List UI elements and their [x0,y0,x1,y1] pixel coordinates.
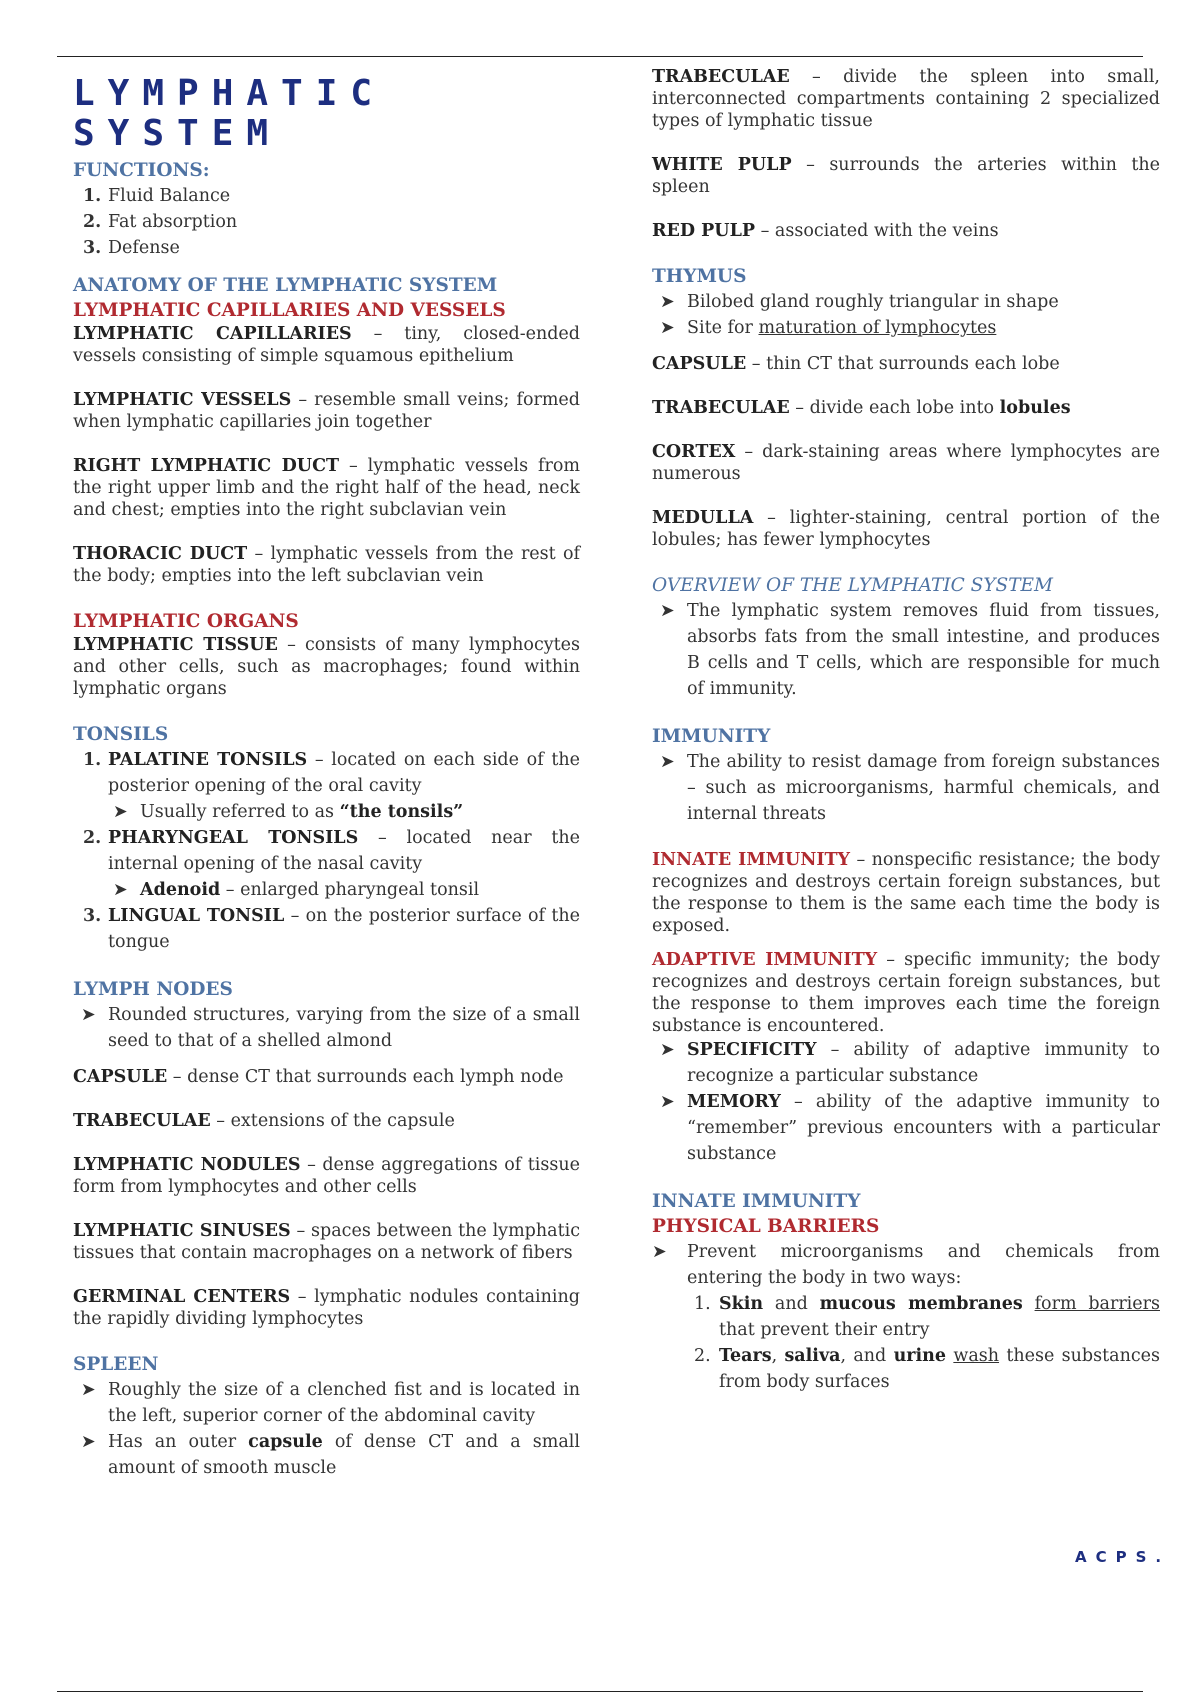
capillaries-entry: LYMPHATIC CAPILLARIES – tiny, closed-ended vessels consisting of simple squamous epithelium [73,324,580,366]
thymus-heading: THYMUS [652,266,747,287]
thymus-capsule-entry: CAPSULE – thin CT that surrounds each lobe [652,354,1060,374]
organs-heading: LYMPHATIC ORGANS [73,611,299,632]
thymus-bullet: ➤ Site for maturation of lymphocytes [652,315,1160,341]
function-item: Defense [108,238,180,258]
function-item: Fluid Balance [108,186,231,206]
cortex-entry: CORTEX – dark-staining areas where lymphocytes are numerous [652,442,1160,484]
vessels-entry: LYMPHATIC VESSELS – resemble small veins; formed when lymphatic capillaries join together [73,390,580,432]
right-column [652,66,1160,1395]
tissue-entry: LYMPHATIC TISSUE – consists of many lymphocytes and other cells, such as macrophages; found within lymphatic organs [73,635,580,699]
arrowhead-bullet-icon: ➤ [660,752,675,772]
arrowhead-bullet-icon: ➤ [660,1092,675,1112]
innate-heading: INNATE IMMUNITY [652,1191,861,1212]
arrowhead-bullet-icon: ➤ [660,1040,675,1060]
lymph-nodes-heading: LYMPH NODES [73,979,233,1000]
immunity-bullet: ➤ The ability to resist damage from foreign substances – such as microorganisms, harmful chemicals, and internal threats [652,749,1160,827]
right-duct-entry: RIGHT LYMPHATIC DUCT – lymphatic vessels from the right upper limb and the right half of the head, neck and chest; empties into the right subclavian vein [73,456,580,520]
arrowhead-bullet-icon: ➤ [660,318,675,338]
spleen-heading: SPLEEN [73,1354,159,1375]
arrowhead-bullet-icon: ➤ [81,1432,96,1452]
innate-entry: INNATE IMMUNITY – nonspecific resistance; the body recognizes and destroys certain foreign substances, but the response to them is the same each time the body is exposed. [652,850,1160,936]
adaptive-entry: ADAPTIVE IMMUNITY – specific immunity; the body recognizes and destroys certain foreign substances, but the response to them improves each time the foreign substance is encountered. [652,950,1160,1036]
thymus-trabeculae-entry: TRABECULAE – divide each lobe into lobules [652,398,1071,418]
barrier-item: 1. Skin and mucous membranes form barriers that prevent their entry [694,1294,1160,1340]
barriers-bullet: ➤ Prevent microorganisms and chemicals from entering the body in two ways: [652,1239,1160,1291]
tonsil-subitem: ➤ Adenoid – enlarged pharyngeal tonsil [73,877,580,903]
tonsil-item: 3. LINGUAL TONSIL – on the posterior surface of the tongue [83,906,580,952]
specificity-bullet: ➤ SPECIFICITY – ability of adaptive immunity to recognize a particular substance [652,1037,1160,1089]
spleen-bullet: ➤ Has an outer capsule of dense CT and a small amount of smooth muscle [73,1429,580,1481]
function-item: Fat absorption [108,212,238,232]
immunity-heading: IMMUNITY [652,726,771,747]
arrowhead-bullet-icon: ➤ [113,802,128,822]
left-column [73,66,580,1481]
thymus-bullet: ➤ Bilobed gland roughly triangular in shape [652,289,1160,315]
arrowhead-bullet-icon: ➤ [660,292,675,312]
arrowhead-bullet-icon: ➤ [81,1380,96,1400]
red-pulp-entry: RED PULP – associated with the veins [652,221,999,241]
tonsil-item: 2. PHARYNGEAL TONSILS – located near the internal opening of the nasal cavity [83,828,580,874]
brand-mark: ACPS. [1075,1548,1171,1566]
germinal-entry: GERMINAL CENTERS – lymphatic nodules containing the rapidly dividing lymphocytes [73,1287,580,1329]
capillaries-subheading: LYMPHATIC CAPILLARIES AND VESSELS [73,300,506,321]
functions-list: 1. Fluid Balance 2. Fat absorption 3. Defense [73,183,580,261]
arrowhead-bullet-icon: ➤ [113,880,128,900]
node-trabeculae-entry: TRABECULAE – extensions of the capsule [73,1111,455,1131]
tonsil-subitem: ➤ Usually referred to as “the tonsils” [73,799,580,825]
arrowhead-bullet-icon: ➤ [81,1005,96,1025]
sinuses-entry: LYMPHATIC SINUSES – spaces between the lymphatic tissues that contain macrophages on a network of fibers [73,1221,580,1263]
bottom-rule [57,1691,1143,1692]
barriers-subheading: PHYSICAL BARRIERS [652,1216,880,1237]
anatomy-heading: ANATOMY OF THE LYMPHATIC SYSTEM [73,275,498,296]
tonsils-heading: TONSILS [73,724,169,745]
nodes-bullet: ➤ Rounded structures, varying from the size of a small seed to that of a shelled almond [73,1002,580,1054]
node-capsule-entry: CAPSULE – dense CT that surrounds each lymph node [73,1067,564,1087]
tonsil-item: 1. PALATINE TONSILS – located on each side of the posterior opening of the oral cavity [83,750,580,796]
barrier-item: 2. Tears, saliva, and urine wash these substances from body surfaces [694,1346,1160,1392]
nodules-entry: LYMPHATIC NODULES – dense aggregations of tissue form from lymphocytes and other cells [73,1155,580,1197]
spleen-bullet: ➤ Roughly the size of a clenched fist and is located in the left, superior corner of the abdominal cavity [73,1377,580,1429]
arrowhead-bullet-icon: ➤ [652,1242,667,1262]
functions-heading: FUNCTIONS: [73,160,210,181]
overview-heading: OVERVIEW OF THE LYMPHATIC SYSTEM [652,575,1054,596]
thoracic-duct-entry: THORACIC DUCT – lymphatic vessels from the rest of the body; empties into the left subclavian vein [73,544,580,586]
page-title: LYMPHATIC SYSTEM [73,73,386,154]
spleen-trabeculae-entry: TRABECULAE – divide the spleen into small, interconnected compartments containing 2 specialized types of lymphatic tissue [652,67,1160,131]
medulla-entry: MEDULLA – lighter-staining, central portion of the lobules; has fewer lymphocytes [652,508,1160,550]
memory-bullet: ➤ MEMORY – ability of the adaptive immunity to “remember” previous encounters with a particular substance [652,1089,1160,1167]
overview-bullet: ➤ The lymphatic system removes fluid from tissues, absorbs fats from the small intestine, and produces B cells and T cells, which are responsible for much of immunity. [652,598,1160,702]
top-rule [57,56,1143,57]
arrowhead-bullet-icon: ➤ [660,601,675,621]
white-pulp-entry: WHITE PULP – surrounds the arteries within the spleen [652,155,1160,197]
